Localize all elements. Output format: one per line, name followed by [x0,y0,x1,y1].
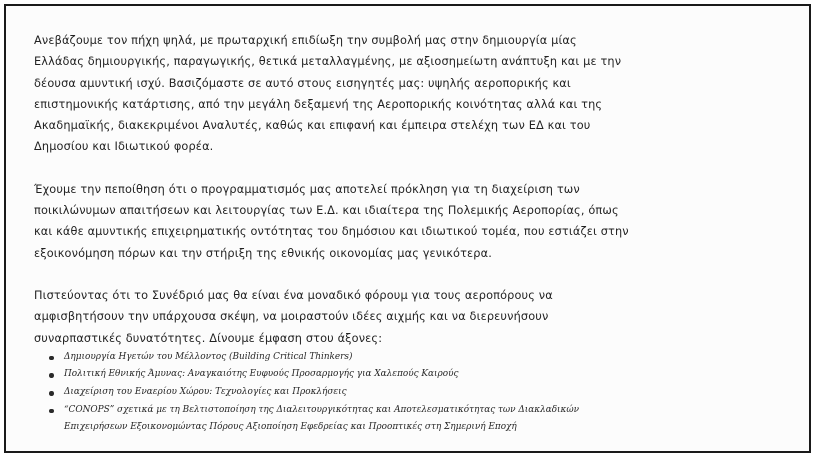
text-line: Ελλάδας δημιουργικής, παραγωγικής, θετικά μεταλλαγμένης, με αξιοσημείωτη ανάπτυξη και με την [34,55,622,69]
text-line: εξοικονόμηση πόρων και την στήριξη της εθνικής οικονομίας μας γενικότερα. [34,246,492,260]
list-item [64,349,794,367]
paragraph-forum [34,285,794,349]
document-body [34,30,794,437]
list-item [64,384,794,402]
paragraph-programme [34,179,794,264]
text-line: και κάθε αμυντικής επιχειρηματικής οντότητας του δημόσιου και ιδιωτικού τομέα, που εστιάζει στην [34,225,629,239]
list-item-text: “CONOPS” σχετικά με τη Βελτιστοποίηση της Διαλειτουργικότητας και Αποτελεσματικότητας των Διακλαδικών [64,404,579,415]
bullet-icon [49,391,54,396]
text-line: Έχουμε την πεποίθηση ότι ο προγραμματισμός μας αποτελεί πρόκληση για τη διαχείριση των [34,182,580,196]
list-item-text: Επιχειρήσεων Εξοικονομώντας Πόρους Αξιοποίηση Εφεδρείας και Προοπτικές στη Σημερινή Εποχή [64,422,517,433]
list-item-text: Δημιουργία Ηγετών του Μέλλοντος (Building Critical Thinkers) [64,351,353,362]
list-item-text: Διαχείριση του Εναερίου Χώρου: Τεχνολογίες και Προκλήσεις [64,387,347,398]
list-item-text: Πολιτική Εθνικής Άμυνας: Αναγκαιότης Ευφυούς Προσαρμογής για Χαλεπούς Καιρούς [64,369,459,380]
text-line: Δημοσίου και Ιδιωτικού φορέα. [34,140,214,154]
bullet-icon [49,409,54,414]
text-line: Ανεβάζουμε τον πήχη ψηλά, με πρωταρχική επιδίωξη την συμβολή μας στην δημιουργία μίας [34,34,577,47]
axes-list [34,349,794,437]
paragraph-intro [34,30,794,158]
list-item [64,366,794,384]
text-line: ποικιλώνυμων απαιτήσεων και λειτουργίας των Ε.Δ. και ιδιαίτερα της Πολεμικής Αεροπορίας, όπως [34,204,619,218]
text-line: συναρπαστικές δυνατότητες. Δίνουμε έμφαση στου άξονες: [34,331,383,345]
bullet-icon [49,356,54,361]
bullet-icon [49,373,54,378]
text-line: δέουσα αμυντική ισχύ. Βασιζόμαστε σε αυτό στους εισηγητές μας: υψηλής αεροπορικής και [34,76,571,90]
text-line: Ακαδημαϊκής, διακεκριμένοι Αναλυτές, καθώς και επιφανή και έμπειρα στελέχη των ΕΔ και του [34,119,591,133]
document-frame [4,4,811,453]
text-line: επιστημονικής κατάρτισης, από την μεγάλη δεξαμενή της Αεροπορικής κοινότητας αλλά και της [34,97,603,111]
list-item [64,402,794,437]
text-line: Πιστεύοντας ότι το Συνέδριό μας θα είναι ένα μοναδικό φόρουμ για τους αεροπόρους να [34,288,553,302]
text-line: αμφισβητήσουν την υπάρχουσα σκέψη, να μοιραστούν ιδέες αιχμής και να διερευνήσουν [34,310,549,324]
